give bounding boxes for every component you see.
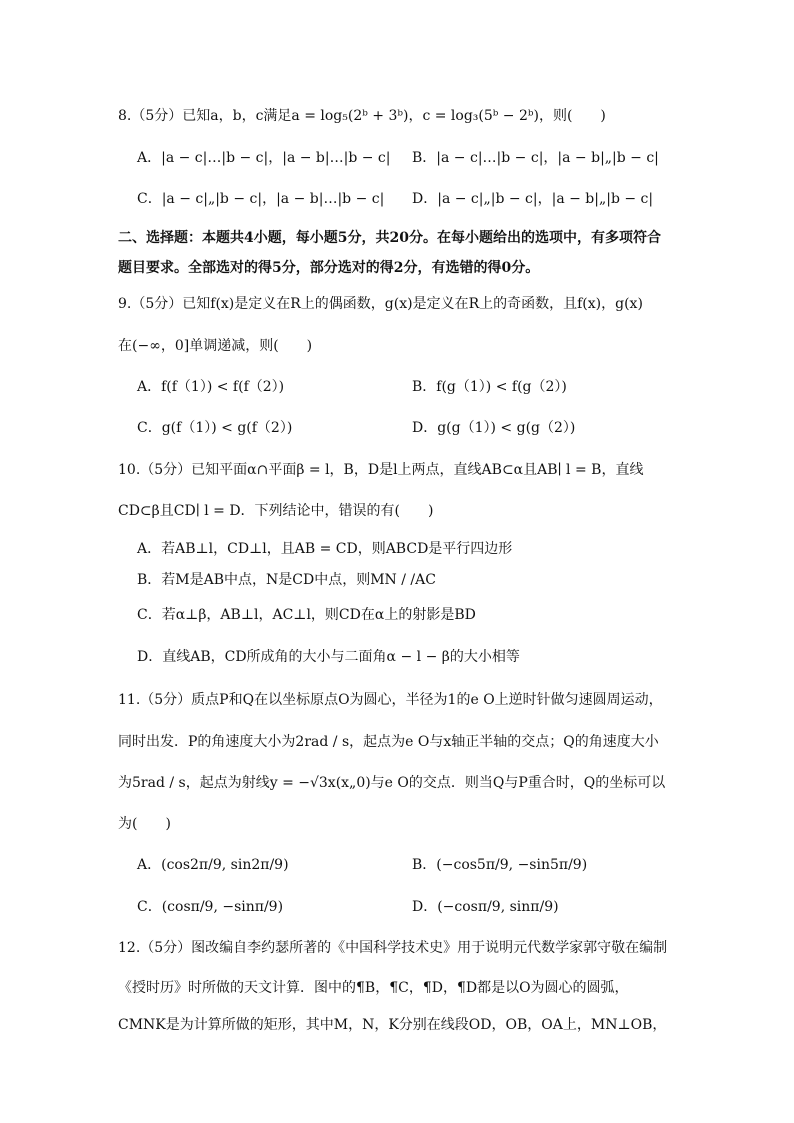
q10-stem-line1: 10.（5分）已知平面α∩平面β = l，B，D是l上两点，直线AB⊂α且AB∣ l = B，直线: [118, 462, 644, 478]
q11-stem-line3: 为5rad / s，起点为射线y = −√3x(x„0)与e O的交点．则当Q与P重合时，Q的坐标可以: [118, 775, 666, 791]
q8-option-d: D．|a − c|„|b − c|，|a − b|„|b − c|: [412, 191, 654, 207]
q8-option-c: C．|a − c|„|b − c|，|a − b|…|b − c|: [137, 191, 385, 207]
section2-instructions-line2: 题目要求。全部选对的得5分，部分选对的得2分，有选错的得0分。: [118, 260, 540, 276]
q9-option-a: A．f(f（1）) < f(f（2）): [137, 379, 285, 395]
section2-instructions-line1: 二、选择题：本题共4小题，每小题5分，共20分。在每小题给出的选项中，有多项符合: [118, 230, 661, 246]
q8-stem: 8.（5分）已知a，b，c满足a = log₅(2ᵇ + 3ᵇ)，c = log₃(5ᵇ − 2ᵇ)，则( ): [118, 108, 606, 124]
q9-stem-line1: 9.（5分）已知f(x)是定义在R上的偶函数，g(x)是定义在R上的奇函数，且f(x)，g(x): [118, 296, 643, 312]
q9-option-c: C．g(f（1）) < g(f（2）): [137, 420, 293, 436]
q11-option-a: A．(cos2π/9, sin2π/9): [137, 857, 289, 873]
q12-stem-line3: CMNK是为计算所做的矩形，其中M，N，K分别在线段OD，OB，OA上，MN⊥OB，: [118, 1017, 667, 1033]
q8-option-b: B．|a − c|…|b − c|，|a − b|„|b − c|: [412, 150, 659, 166]
q11-stem-line1: 11.（5分）质点P和Q在以坐标原点O为圆心，半径为1的e O上逆时针做匀速圆周运动，: [118, 692, 663, 708]
q11-option-c: C．(cosπ/9, −sinπ/9): [137, 899, 284, 915]
q11-stem-line4: 为( ): [118, 816, 171, 832]
q12-stem-line2: 《授时历》时所做的天文计算．图中的¶B，¶C，¶D，¶D都是以O为圆心的圆弧，: [118, 980, 629, 996]
q10-stem-line2: CD⊂β且CD∣ l = D．下列结论中，错误的有( ): [118, 503, 434, 519]
q11-option-b: B．(−cos5π/9, −sin5π/9): [412, 857, 588, 873]
q9-stem-line2: 在(−∞，0]单调递减，则( ): [118, 338, 313, 354]
q10-option-d: D．直线AB，CD所成角的大小与二面角α − l − β的大小相等: [137, 649, 520, 665]
q12-stem-line1: 12.（5分）图改编自李约瑟所著的《中国科学技术史》用于说明元代数学家郭守敬在编制: [118, 940, 668, 956]
q10-option-a: A．若AB⊥l，CD⊥l，且AB = CD，则ABCD是平行四边形: [137, 541, 513, 557]
q8-option-a: A．|a − c|…|b − c|，|a − b|…|b − c|: [137, 150, 391, 166]
q10-option-b: B．若M是AB中点，N是CD中点，则MN / /AC: [137, 572, 436, 588]
q11-option-d: D．(−cosπ/9, sinπ/9): [412, 899, 559, 915]
q11-stem-line2: 同时出发．P的角速度大小为2rad / s，起点为e O与x轴正半轴的交点；Q的角速度大小: [118, 734, 659, 750]
q9-option-d: D．g(g（1）) < g(g（2）): [412, 420, 576, 436]
q10-option-c: C．若α⊥β，AB⊥l，AC⊥l，则CD在α上的射影是BD: [137, 607, 476, 623]
q9-option-b: B．f(g（1）) < f(g（2）): [412, 379, 567, 395]
